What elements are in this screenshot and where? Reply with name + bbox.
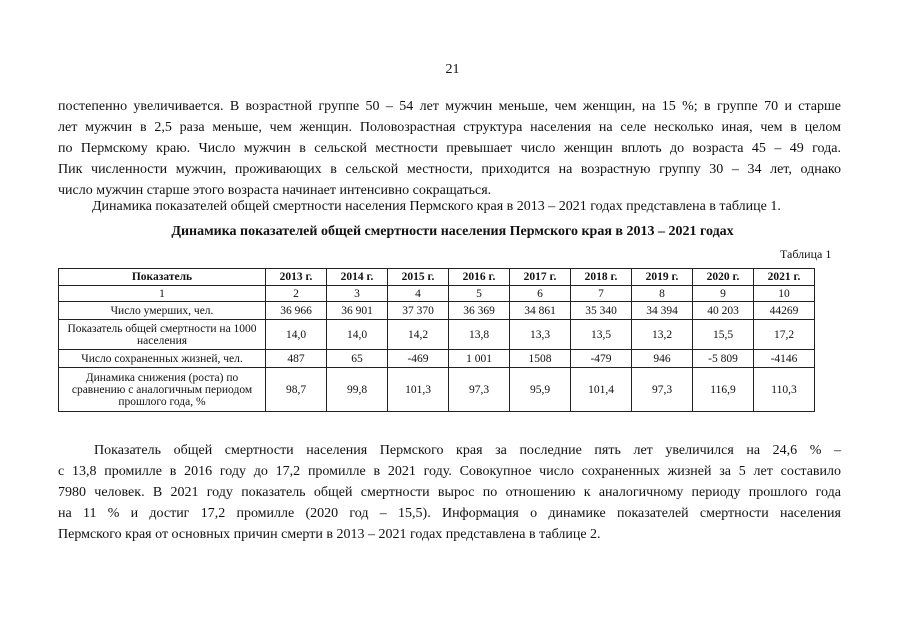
table-cell: 36 901 bbox=[327, 302, 388, 320]
table-cell: 97,3 bbox=[632, 368, 693, 412]
table-cell: 13,5 bbox=[571, 320, 632, 350]
table-cell: 13,8 bbox=[449, 320, 510, 350]
table-cell: 101,4 bbox=[571, 368, 632, 412]
table-cell: 116,9 bbox=[693, 368, 754, 412]
text-line: по Пермскому краю. Число мужчин в сельской местности превышает число женщин вплоть до возраста 45 – 49 года. bbox=[58, 141, 841, 156]
text-line: Показатель общей смертности населения Пермского края за последние пять лет увеличился на 24,6 % – bbox=[94, 443, 841, 458]
paragraph-mortality-summary bbox=[58, 440, 841, 545]
table-index-row bbox=[59, 286, 815, 302]
table-cell: 36 369 bbox=[449, 302, 510, 320]
column-header: Показатель bbox=[59, 269, 266, 286]
table-cell: 40 203 bbox=[693, 302, 754, 320]
index-cell: 4 bbox=[388, 286, 449, 302]
index-cell: 1 bbox=[59, 286, 266, 302]
table-cell: 17,2 bbox=[754, 320, 815, 350]
table-cell: 95,9 bbox=[510, 368, 571, 412]
text-line: 7980 человек. В 2021 году показатель общей смертности вырос по отношению к аналогичному периоду прошлого года bbox=[58, 485, 841, 500]
table-cell: 14,0 bbox=[266, 320, 327, 350]
table-cell: 98,7 bbox=[266, 368, 327, 412]
table-cell: 101,3 bbox=[388, 368, 449, 412]
column-header: 2015 г. bbox=[388, 269, 449, 286]
table-title: Динамика показателей общей смертности населения Пермского края в 2013 – 2021 годах bbox=[171, 224, 734, 239]
table-cell: 36 966 bbox=[266, 302, 327, 320]
table-cell: 97,3 bbox=[449, 368, 510, 412]
table-cell: 13,3 bbox=[510, 320, 571, 350]
table-cell: 99,8 bbox=[327, 368, 388, 412]
text-line: Пик численности мужчин, проживающих в сельской местности, приходится на возрастную группу 30 – 34 лет, однако bbox=[58, 162, 841, 177]
table-cell: 34 861 bbox=[510, 302, 571, 320]
column-header: 2018 г. bbox=[571, 269, 632, 286]
table-cell: -479 bbox=[571, 350, 632, 368]
index-cell: 9 bbox=[693, 286, 754, 302]
table-cell: -469 bbox=[388, 350, 449, 368]
table-cell: 14,2 bbox=[388, 320, 449, 350]
table-cell: 1508 bbox=[510, 350, 571, 368]
text-line: постепенно увеличивается. В возрастной группе 50 – 54 лет мужчин меньше, чем женщин, на 15 %; в группе 70 и старше bbox=[58, 99, 841, 114]
table-row bbox=[59, 320, 815, 350]
text-line: на 11 % и достиг 17,2 промилле (2020 год – 15,5). Информация о динамике показателей смертности населения bbox=[58, 506, 841, 521]
text-line: число мужчин старше этого возраста начинает интенсивно сокращаться. bbox=[58, 183, 492, 198]
index-cell: 2 bbox=[266, 286, 327, 302]
table-cell: 13,2 bbox=[632, 320, 693, 350]
table-cell: 37 370 bbox=[388, 302, 449, 320]
column-header: 2021 г. bbox=[754, 269, 815, 286]
paragraph-table-intro: Динамика показателей общей смертности населения Пермского края в 2013 – 2021 годах представлена в таблице 1. bbox=[92, 199, 781, 214]
row-label: Динамика снижения (роста) по сравнению с аналогичным периодом прошлого года, % bbox=[59, 368, 266, 412]
table-cell: 946 bbox=[632, 350, 693, 368]
table-cell: 1 001 bbox=[449, 350, 510, 368]
table-cell: -5 809 bbox=[693, 350, 754, 368]
column-header: 2016 г. bbox=[449, 269, 510, 286]
table-cell: 65 bbox=[327, 350, 388, 368]
index-cell: 10 bbox=[754, 286, 815, 302]
row-label: Показатель общей смертности на 1000 населения bbox=[59, 320, 266, 350]
table-row bbox=[59, 368, 815, 412]
row-label: Число умерших, чел. bbox=[59, 302, 266, 320]
table-row bbox=[59, 302, 815, 320]
index-cell: 3 bbox=[327, 286, 388, 302]
mortality-table bbox=[58, 268, 815, 412]
page-number: 21 bbox=[445, 62, 460, 77]
index-cell: 8 bbox=[632, 286, 693, 302]
table-cell: 35 340 bbox=[571, 302, 632, 320]
table-caption: Таблица 1 bbox=[780, 247, 832, 261]
table-cell: 34 394 bbox=[632, 302, 693, 320]
table-cell: 15,5 bbox=[693, 320, 754, 350]
table-cell: 487 bbox=[266, 350, 327, 368]
index-cell: 6 bbox=[510, 286, 571, 302]
text-line: Пермского края от основных причин смерти в 2013 – 2021 годах представлена в таблице 2. bbox=[58, 527, 601, 542]
column-header: 2017 г. bbox=[510, 269, 571, 286]
table-header-row bbox=[59, 269, 815, 286]
column-header: 2019 г. bbox=[632, 269, 693, 286]
table-row bbox=[59, 350, 815, 368]
column-header: 2020 г. bbox=[693, 269, 754, 286]
index-cell: 5 bbox=[449, 286, 510, 302]
table-cell: 110,3 bbox=[754, 368, 815, 412]
text-line: лет мужчин в 2,5 раза меньше, чем женщин. Половозрастная структура населения на селе несколько иная, чем в целом bbox=[58, 120, 841, 135]
table-cell: 44269 bbox=[754, 302, 815, 320]
text-line: с 13,8 промилле в 2016 году до 17,2 промилле в 2021 году. Совокупное число сохраненных жизней за 5 лет составило bbox=[58, 464, 841, 479]
table-cell: -4146 bbox=[754, 350, 815, 368]
column-header: 2013 г. bbox=[266, 269, 327, 286]
row-label: Число сохраненных жизней, чел. bbox=[59, 350, 266, 368]
table-cell: 14,0 bbox=[327, 320, 388, 350]
paragraph-population-structure bbox=[58, 96, 841, 201]
index-cell: 7 bbox=[571, 286, 632, 302]
column-header: 2014 г. bbox=[327, 269, 388, 286]
